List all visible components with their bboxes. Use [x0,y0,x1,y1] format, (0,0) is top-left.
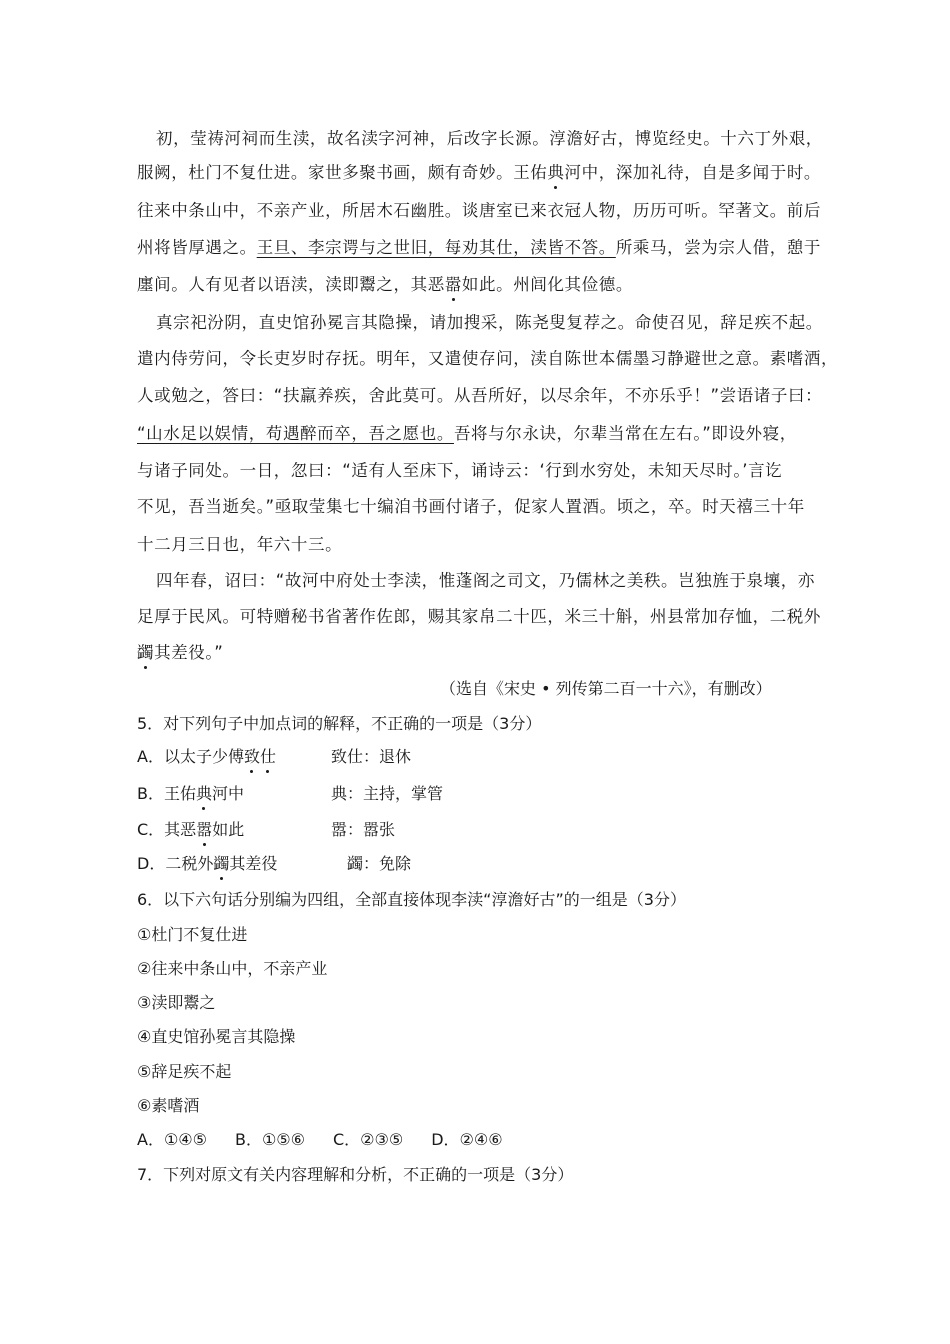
q6-item: ②往来中条山中，不亲产业 [137,959,328,978]
passage-text: 四年春，诏曰：“故河中府处士李渎，惟蓬阁之司文，乃儒林之美秩。岂独旌于泉壤，亦 [156,571,815,590]
q5-option-a [137,745,412,769]
passage-line [137,273,817,297]
passage-text: 如此。州闾化其俭德。 [461,275,633,294]
passage-text: 不见，吾当逝矣。”亟取莹集七十编洎书画付诸子，促家人置酒。顷之，卒。时天禧三十年 [137,497,805,516]
passage-line [137,199,821,223]
q6-item: ③渎即鬻之 [137,993,216,1012]
passage-text: 人或勉之，答曰：“扶羸养疾，舍此莫可。从吾所好，以尽余年，不亦乐乎！”尝语诸子曰： [137,386,823,405]
q6-item: ①杜门不复仕进 [137,925,248,944]
question-7-stem: 7．下列对原文有关内容理解和分析，不正确的一项是（3分） [137,1165,574,1184]
q5-option-d [137,852,412,876]
q6-item: ④直史馆孙冕言其隐操 [137,1027,296,1046]
option-explanation: 嚣：嚣张 [331,820,396,839]
dotted-char: 致 [244,745,260,769]
passage-line [156,311,823,335]
q6-item: ⑤辞足疾不起 [137,1062,232,1081]
dotted-char: 嚣 [445,273,462,297]
choice-d: D．②④⑥ [431,1130,503,1149]
option-explanation: 蠲：免除 [347,854,412,873]
q5-option-b [137,782,444,806]
option-text: 河中 [212,784,245,803]
passage-line [137,384,823,408]
passage-text: 吾将与尔永诀，尔辈当常在左右。”即设外寝， [453,424,797,443]
q6-choices [137,1128,531,1152]
passage-line [137,161,822,185]
dotted-char: 蠲 [213,852,229,876]
passage-text: 初，莹祷河祠而生渎，故名渎字河神，后改字长源。淳澹好古，博览经史。十六丁外艰， [156,129,823,148]
underlined-sentence: 王旦、李宗谔与之世旧，每劝其仕，渎皆不答。 [256,238,616,257]
passage-line [137,605,821,629]
option-text: 其差役 [229,854,278,873]
passage-text: 与诸子同处。一日，忽曰：“适有人至床下，诵诗云：‘行到水穷处，未知天尽时。’言讫 [137,461,783,480]
passage-text: 足厚于民风。可特赠秘书省著作佐郎，赐其家帛二十匹，米三十斛，州县常加存恤，二税外 [137,607,821,626]
dotted-char: 典 [196,782,212,806]
passage-line [137,459,817,483]
q5-option-c [137,818,396,842]
dotted-char: 仕 [260,745,276,769]
option-text: D．二税外 [137,854,214,873]
passage-text: 十二月三日也，年六十三。 [137,535,343,554]
option-text: 如此 [212,820,245,839]
passage-text: 真宗祀汾阴，直史馆孙冕言其隐操，请加搜采，陈尧叟复荐之。命使召见，辞足疾不起。 [156,313,823,332]
passage-line [137,495,817,519]
passage-text: 服阙，杜门不复仕进。家世多聚书画，颇有奇妙。王佑 [137,163,548,182]
passage-text: 所乘马，尝为宗人借，憩于 [615,238,822,257]
underlined-sentence: “山水足以娱情，苟遇醉而卒，吾之愿也。 [137,424,454,443]
question-5-stem: 5．对下列句子中加点词的解释，不正确的一项是（3分） [137,714,542,733]
passage-line [156,569,817,593]
passage-line [137,422,817,446]
option-text: B．王佑 [137,784,196,803]
choice-b: B．①⑤⑥ [234,1130,305,1149]
dotted-char: 典 [547,161,564,185]
choice-c: C．②③⑤ [333,1130,404,1149]
option-explanation: 致仕：退休 [331,747,412,766]
q6-item: ⑥素嗜酒 [137,1096,200,1115]
passage-text: 往来中条山中，不亲产业，所居木石幽胜。谈唐室已来衣冠人物，历历可听。罕著文。前后 [137,201,821,220]
question-6-stem: 6．以下六句话分别编为四组，全部直接体现李渎“淳澹好古”的一组是（3分） [137,890,686,909]
passage-line [137,347,839,371]
choice-a: A．①④⑤ [137,1130,207,1149]
dotted-char: 嚣 [196,818,212,842]
option-explanation: 典：主持，掌管 [331,784,444,803]
source-citation: （选自《宋史 • 列传第二百一十六》，有删改） [440,679,772,698]
passage-line [137,641,817,665]
passage-text: 廛间。人有见者以语渎，渎即鬻之，其恶 [137,275,445,294]
option-text: C．其恶 [137,820,197,839]
option-text: A．以太子少傅 [137,747,244,766]
passage-text: 州将皆厚遇之。 [137,238,257,257]
passage-text: 河中，深加礼待，自是多闻于时。 [564,163,822,182]
dotted-char: 蠲 [137,641,154,665]
passage-line [137,533,817,557]
passage-text: 其差役。” [154,643,224,662]
passage-line [137,236,822,260]
passage-text: 遣内侍劳问，令长吏岁时存抚。明年，又遣使存问，渎自陈世本儒墨习静避世之意。素嗜酒， [137,349,839,368]
passage-line [156,127,823,151]
